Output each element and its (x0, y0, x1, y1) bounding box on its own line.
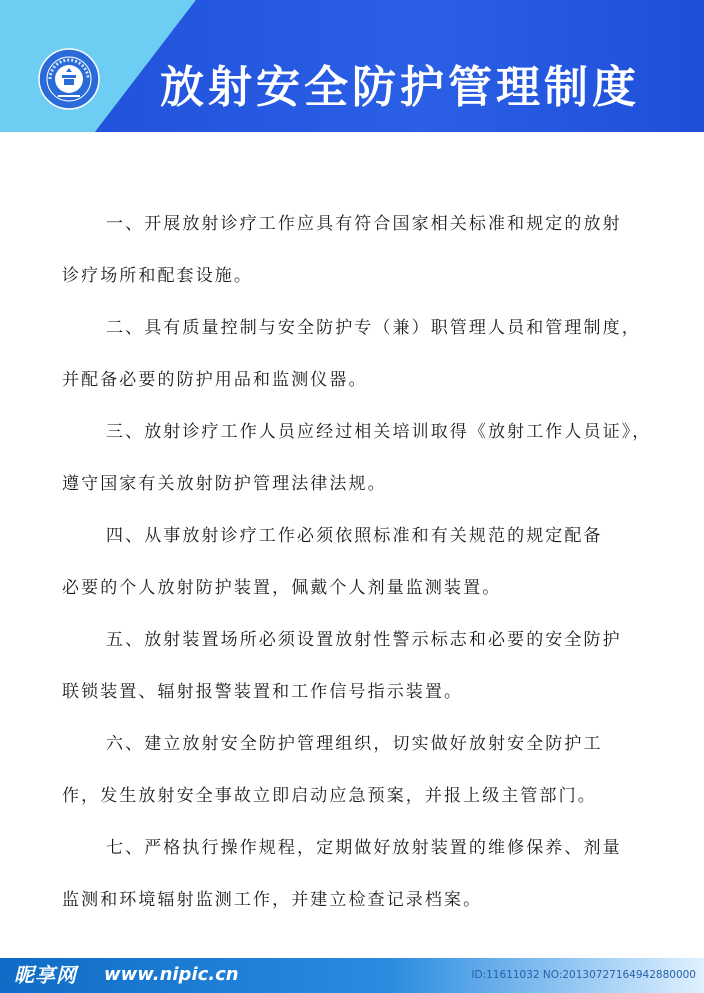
paragraph-line: 三、放射诊疗工作人员应经过相关培训取得《放射工作人员证》， (106, 422, 652, 442)
paragraph-line: 遵守国家有关放射防护管理法律法规。 (62, 474, 387, 494)
paragraph-line: 七、严格执行操作规程，定期做好放射装置的维修保养、剂量 (106, 838, 622, 858)
page-title: 放射安全防护管理制度 (160, 62, 640, 113)
regulation-item-5 (62, 614, 652, 718)
paragraph-line: 监测和环境辐射监测工作，并建立检查记录档案。 (62, 890, 483, 910)
regulation-item-7 (62, 822, 652, 926)
regulation-item-4 (62, 510, 652, 614)
paragraph-line: 作，发生放射安全事故立即启动应急预案，并报上级主管部门。 (62, 786, 597, 806)
paragraph-line: 二、具有质量控制与安全防护专（兼）职管理人员和管理制度， (106, 318, 641, 338)
paragraph-line: 联锁装置、辐射报警装置和工作信号指示装置。 (62, 682, 464, 702)
regulation-item-2 (62, 302, 652, 406)
paragraph-line: 必要的个人放射防护装置，佩戴个人剂量监测装置。 (62, 578, 502, 598)
watermark-url[interactable]: www.nipic.cn (104, 964, 239, 985)
paragraph-line: 并配备必要的防护用品和监测仪器。 (62, 370, 368, 390)
paragraph-line: 诊疗场所和配套设施。 (62, 266, 253, 286)
paragraph-line: 五、放射装置场所必须设置放射性警示标志和必要的安全防护 (106, 630, 622, 650)
watermark-logo: 昵享网 (14, 963, 77, 987)
watermark-id: ID:11611032 NO:20130727164942880000 (471, 969, 696, 981)
national-health-commission-emblem-icon (38, 48, 100, 110)
header-banner (0, 0, 704, 132)
regulation-body (62, 198, 652, 926)
regulation-item-3 (62, 406, 652, 510)
paragraph-line: 四、从事放射诊疗工作必须依照标准和有关规范的规定配备 (106, 526, 603, 546)
regulation-item-6 (62, 718, 652, 822)
watermark-bar (0, 958, 704, 993)
paragraph-line: 六、建立放射安全防护管理组织，切实做好放射安全防护工 (106, 734, 603, 754)
paragraph-line: 一、开展放射诊疗工作应具有符合国家相关标准和规定的放射 (106, 214, 622, 234)
regulation-item-1 (62, 198, 652, 302)
